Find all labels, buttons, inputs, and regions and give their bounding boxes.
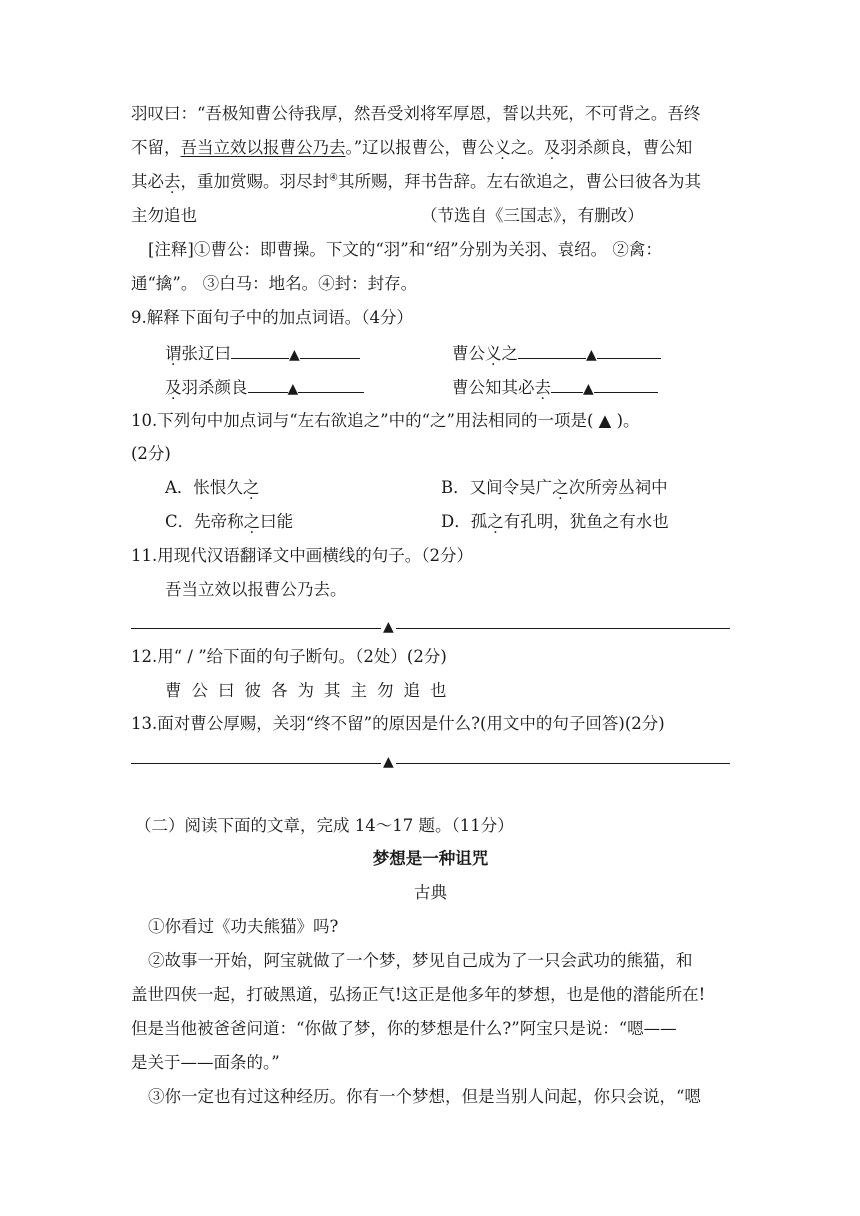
answer-blank[interactable] <box>551 376 583 393</box>
answer-marker: ▲ <box>289 347 300 363</box>
text-span: 。”辽以报曹公，曹公 <box>345 138 495 157</box>
paragraph-2-line-1: ②故事一开始，阿宝就做了一个梦，梦见自己成为了一只会武功的熊猫，和 <box>148 951 693 970</box>
q13-stem: 13.面对曹公厚赐，关羽“终不留”的原因是什么?(用文中的句子回答)(2分) <box>131 714 665 733</box>
text-span: 张辽曰 <box>181 344 231 363</box>
dotted-word: 及 <box>543 138 561 157</box>
dotted-word: 之 <box>552 478 569 497</box>
dotted-word: 及 <box>165 378 182 397</box>
text-span: B．又间令吴广 <box>441 478 553 497</box>
paragraph-2-line-3: 但是当他被爸爸问道：“你做了梦，你的梦想是什么?”阿宝只是说：“嗯—— <box>131 1019 677 1038</box>
answer-blank[interactable] <box>597 342 661 359</box>
paragraph-2-line-4: 是关于——面条的。” <box>131 1053 280 1072</box>
text-span: A．怅恨久 <box>165 478 243 497</box>
q13-answer-line[interactable] <box>131 763 730 764</box>
q11-answer-marker: ▲ <box>383 619 394 635</box>
answer-blank[interactable] <box>518 342 586 359</box>
text-span: D．孤 <box>441 512 488 531</box>
q9-item-3 <box>165 376 364 400</box>
footnote-marker: ④ <box>329 172 338 184</box>
dotted-word: 去 <box>534 378 551 397</box>
text-span: 主勿追也 <box>131 206 197 225</box>
text-span: 之。 <box>510 138 544 157</box>
passage-line-2 <box>131 137 692 159</box>
q11-stem: 11.用现代汉语翻译文中画横线的句子。（2分） <box>131 546 473 565</box>
text-span: 次所旁丛祠中 <box>568 478 668 497</box>
passage-line-3 <box>131 171 701 193</box>
q9-item-2 <box>452 342 661 366</box>
dotted-word: 之 <box>242 478 260 497</box>
q12-sentence: 曹公曰彼各为其主勿追也 <box>165 681 457 700</box>
dotted-word: 谓 <box>165 344 182 363</box>
paragraph-3-line-1: ③你一定也有过这种经历。你有一个梦想，但是当别人问起，你只会说，“嗯 <box>148 1087 701 1106</box>
q13-answer-marker: ▲ <box>383 754 394 770</box>
dotted-word: 义 <box>485 344 502 363</box>
answer-marker: ▲ <box>287 381 299 397</box>
answer-blank[interactable] <box>248 376 288 393</box>
q11-answer-line[interactable] <box>131 628 730 629</box>
answer-blank[interactable] <box>300 342 360 359</box>
underlined-sentence: 吾当立效以报曹公乃去 <box>180 138 346 157</box>
text-span: 之 <box>501 344 518 363</box>
q10-option-c[interactable] <box>165 511 293 533</box>
answer-marker: ▲ <box>586 347 597 363</box>
text-span: 有孔明，犹鱼之有水也 <box>503 512 669 531</box>
q9-stem: 9.解释下面句子中的加点词语。（4分） <box>131 308 413 327</box>
passage-source: （节选自《三国志》，有删改） <box>421 206 644 225</box>
text-span: 曰能 <box>260 512 294 531</box>
text-span: 其所赐，拜书告辞。左右欲追之，曹公曰彼各为其 <box>337 172 701 191</box>
paragraph-1: ①你看过《功夫熊猫》吗? <box>148 917 339 936</box>
notes-line-1: [注释]①曹公：即曹操。下文的“羽”和“绍”分别为关羽、袁绍。 ②禽： <box>148 240 662 259</box>
article-title: 梦想是一种诅咒 <box>372 849 489 868</box>
q9-item-4 <box>452 376 658 400</box>
q10-score: (2分) <box>131 444 171 463</box>
q10-option-b[interactable] <box>441 477 668 499</box>
q10-stem: 10.下列句中加点词与“左右欲追之”中的“之”用法相同的一项是( ▲ )。 <box>131 411 640 430</box>
text-span: 其必 <box>131 172 164 191</box>
q11-sentence: 吾当立效以报曹公乃去。 <box>165 580 347 599</box>
dotted-word: 之 <box>243 512 261 531</box>
passage-line-1: 羽叹曰：“吾极知曹公待我厚，然吾受刘将军厚恩，誓以共死，不可背之。吾终 <box>131 104 701 123</box>
q12-stem: 12.用“ / ”给下面的句子断句。（2处）(2分) <box>131 647 447 666</box>
answer-blank[interactable] <box>231 342 289 359</box>
notes-line-2: 通“擒”。 ③白马：地名。④封：封存。 <box>131 274 418 293</box>
q9-item-1 <box>165 342 360 366</box>
text-span: 曹公知其必 <box>452 378 535 397</box>
q10-option-a[interactable] <box>165 477 259 499</box>
q10-option-d[interactable] <box>441 511 669 533</box>
text-span: 羽杀颜良 <box>181 378 248 397</box>
text-span: ，重加赏赐。羽尽封 <box>180 172 329 191</box>
text-span: 曹公 <box>452 344 485 363</box>
section-2-heading: （二）阅读下面的文章，完成 14～17 题。（11分） <box>135 816 514 835</box>
dotted-word: 义 <box>494 138 511 157</box>
dotted-word: 去 <box>164 172 181 191</box>
text-span: 羽杀颜良，曹公知 <box>560 138 693 157</box>
paragraph-2-line-2: 盖世四侠一起，打破黑道，弘扬正气!这正是他多年的梦想，也是他的潜能所在! <box>131 985 706 1004</box>
text-span: 不留， <box>131 138 181 157</box>
answer-blank[interactable] <box>298 376 364 393</box>
passage-line-4 <box>131 205 197 227</box>
text-span: C．先帝称 <box>165 512 244 531</box>
dotted-word: 之 <box>487 512 504 531</box>
article-author: 古典 <box>414 883 447 902</box>
answer-marker: ▲ <box>583 381 594 397</box>
answer-blank[interactable] <box>594 376 658 393</box>
